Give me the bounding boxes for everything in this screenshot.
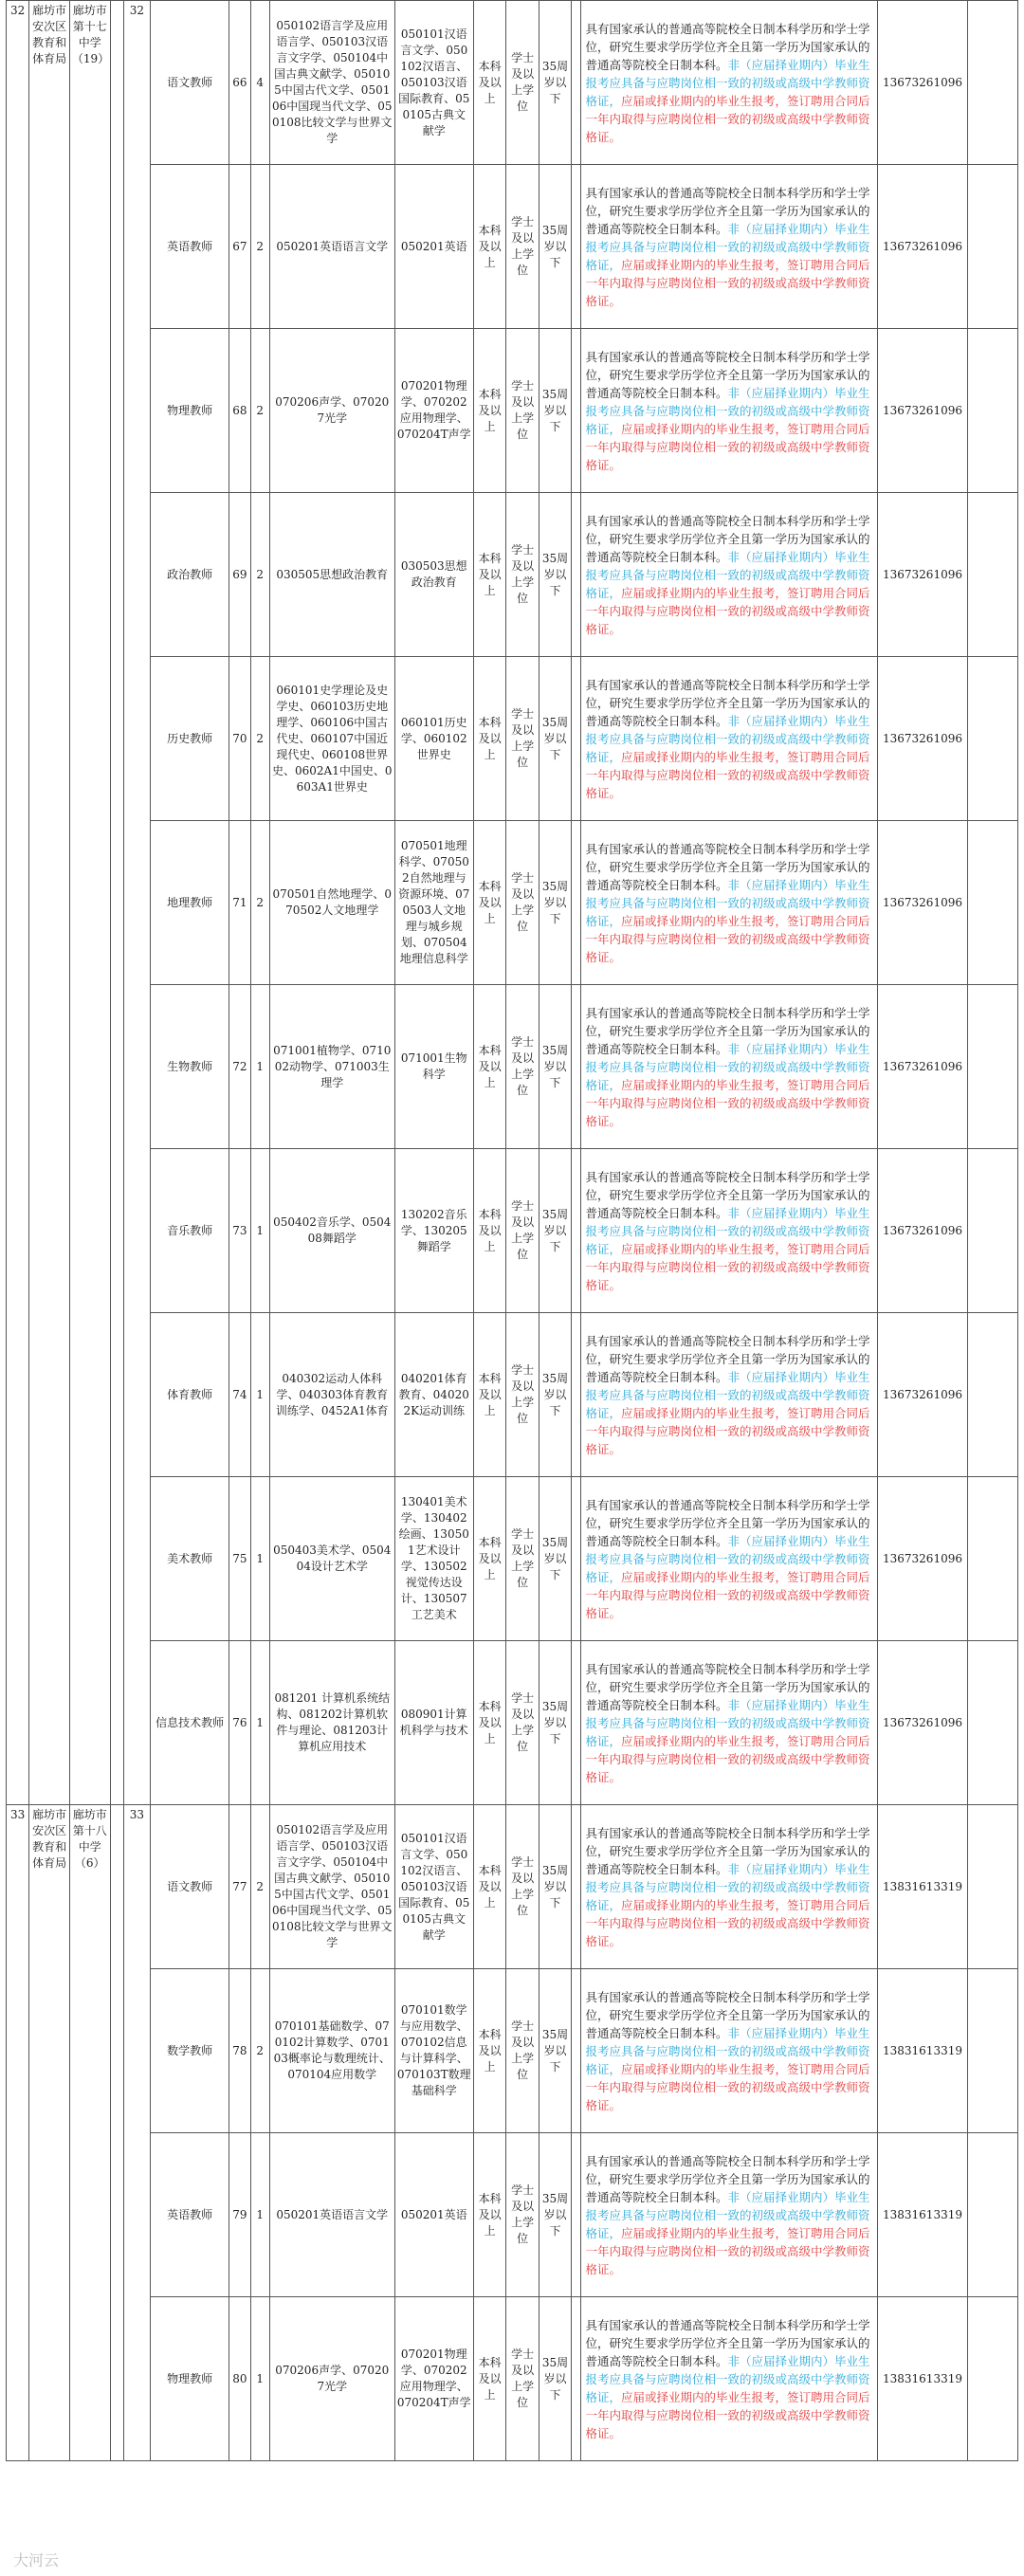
req-text-certified: 非（应届择业期内）毕业生报考应具备与应聘岗位相一致的初级或高级中学教师资格证， (585, 2189, 870, 2240)
phone-cell: 13831613319 (877, 2133, 967, 2297)
degree-cell: 学士及以上学位 (506, 1149, 539, 1313)
ug-major-cell: 040201体育教育、040202K运动训练 (394, 1313, 473, 1477)
num-cell: 4 (250, 1, 269, 165)
edu-cell: 本科及以上 (473, 821, 505, 985)
table-row (7, 2133, 1018, 2297)
degree-cell: 学士及以上学位 (506, 1969, 539, 2133)
dept-cell: 廊坊市安次区教育和体育局 (29, 1805, 70, 2461)
blank-cell (572, 1477, 581, 1641)
grad-major-cell: 050102语言学及应用语言学、050103汉语言文字学、050104中国古典文献学、050105中国古代文学、050106中国现当代文学、050108比较文学与世界文学 (269, 1805, 394, 1969)
degree-cell: 学士及以上学位 (506, 1805, 539, 1969)
req-text-certified: 非（应届择业期内）毕业生报考应具备与应聘岗位相一致的初级或高级中学教师资格证， (585, 2353, 870, 2404)
ug-major-cell: 030503思想政治教育 (394, 493, 473, 657)
edu-cell: 本科及以上 (473, 493, 505, 657)
blank-cell (572, 329, 581, 493)
grad-major-cell: 070206声学、070207光学 (269, 329, 394, 493)
dept-cell: 廊坊市安次区教育和体育局 (29, 1, 70, 1805)
req-text-certified: 非（应届择业期内）毕业生报考应具备与应聘岗位相一致的初级或高级中学教师资格证， (585, 1205, 870, 1256)
remark-cell (968, 2133, 1018, 2297)
req-text-certified: 非（应届择业期内）毕业生报考应具备与应聘岗位相一致的初级或高级中学教师资格证， (585, 385, 870, 436)
degree-cell: 学士及以上学位 (506, 821, 539, 985)
table-row (7, 985, 1018, 1149)
req-text-certified: 非（应届择业期内）毕业生报考应具备与应聘岗位相一致的初级或高级中学教师资格证， (585, 2025, 870, 2076)
age-cell: 35周岁以下 (539, 821, 571, 985)
table-row (7, 1313, 1018, 1477)
requirement-cell (581, 1805, 877, 1969)
req-text-certified: 非（应届择业期内）毕业生报考应具备与应聘岗位相一致的初级或高级中学教师资格证， (585, 1861, 870, 1912)
remark-cell (968, 1477, 1018, 1641)
req-text: 具有国家承认的普通高等院校全日制本科学历和学士学位，研究生要求学历学位齐全且第一学历为国家承认的普通高等院校全日制本科。 (585, 841, 870, 892)
num-cell: 1 (250, 2297, 269, 2461)
ug-major-cell: 070201物理学、070202应用物理学、070204T声学 (394, 2297, 473, 2461)
blank-cell (572, 1641, 581, 1805)
req-text-graduate: 应届或择业期内的毕业生报考，签订聘用合同后一年内取得与应聘岗位相一致的初级或高级中学教师资格证。 (585, 913, 870, 964)
req-text: 具有国家承认的普通高等院校全日制本科学历和学士学位，研究生要求学历学位齐全且第一学历为国家承认的普通高等院校全日制本科。 (585, 1333, 870, 1384)
edu-cell: 本科及以上 (473, 1, 505, 165)
table-row (7, 1969, 1018, 2133)
req-text-graduate: 应届或择业期内的毕业生报考，签订聘用合同后一年内取得与应聘岗位相一致的初级或高级中学教师资格证。 (585, 1733, 870, 1784)
req-text-graduate: 应届或择业期内的毕业生报考，签订聘用合同后一年内取得与应聘岗位相一致的初级或高级中学教师资格证。 (585, 2225, 870, 2276)
ug-major-cell: 050201英语 (394, 2133, 473, 2297)
code-cell: 72 (229, 985, 250, 1149)
table-row (7, 821, 1018, 985)
table-row (7, 657, 1018, 821)
table-row (7, 1, 1018, 165)
phone-cell: 13673261096 (877, 165, 967, 329)
req-text: 具有国家承认的普通高等院校全日制本科学历和学士学位，研究生要求学历学位齐全且第一学历为国家承认的普通高等院校全日制本科。 (585, 349, 870, 400)
age-cell: 35周岁以下 (539, 2297, 571, 2461)
degree-cell: 学士及以上学位 (506, 1477, 539, 1641)
code-cell: 68 (229, 329, 250, 493)
grad-major-cell: 050403美术学、050404设计艺术学 (269, 1477, 394, 1641)
school-cell: 廊坊市第十七中学（19） (69, 1, 110, 1805)
requirement-cell (581, 985, 877, 1149)
code-cell: 78 (229, 1969, 250, 2133)
requirement-cell (581, 821, 877, 985)
age-cell: 35周岁以下 (539, 985, 571, 1149)
requirement-cell (581, 1477, 877, 1641)
code-cell: 66 (229, 1, 250, 165)
req-text: 具有国家承认的普通高等院校全日制本科学历和学士学位，研究生要求学历学位齐全且第一学历为国家承认的普通高等院校全日制本科。 (585, 1989, 870, 2040)
post-cell: 政治教师 (151, 493, 229, 657)
post-cell: 英语教师 (151, 2133, 229, 2297)
table-row (7, 165, 1018, 329)
phone-cell: 13673261096 (877, 985, 967, 1149)
code-cell: 73 (229, 1149, 250, 1313)
post-cell: 信息技术教师 (151, 1641, 229, 1805)
requirement-cell (581, 165, 877, 329)
degree-cell: 学士及以上学位 (506, 985, 539, 1149)
blank-cell (572, 657, 581, 821)
requirement-cell (581, 1969, 877, 2133)
phone-cell: 13831613319 (877, 1805, 967, 1969)
requirement-cell (581, 1, 877, 165)
req-text: 具有国家承认的普通高等院校全日制本科学历和学士学位，研究生要求学历学位齐全且第一学历为国家承认的普通高等院校全日制本科。 (585, 1169, 870, 1220)
num-cell: 2 (250, 1969, 269, 2133)
edu-cell: 本科及以上 (473, 1805, 505, 1969)
phone-cell: 13673261096 (877, 1477, 967, 1641)
code-cell: 77 (229, 1805, 250, 1969)
blank-cell (572, 1313, 581, 1477)
post-cell: 地理教师 (151, 821, 229, 985)
ug-major-cell: 130202音乐学、130205舞蹈学 (394, 1149, 473, 1313)
req-text: 具有国家承认的普通高等院校全日制本科学历和学士学位，研究生要求学历学位齐全且第一学历为国家承认的普通高等院校全日制本科。 (585, 1005, 870, 1056)
ug-major-cell: 130401美术学、130402绘画、130501艺术设计学、130502视觉传达设计、130507工艺美术 (394, 1477, 473, 1641)
seq-cell: 32 (7, 1, 29, 1805)
num-cell: 1 (250, 985, 269, 1149)
blank-cell (572, 1149, 581, 1313)
req-text-graduate: 应届或择业期内的毕业生报考，签订聘用合同后一年内取得与应聘岗位相一致的初级或高级中学教师资格证。 (585, 421, 870, 472)
phone-cell: 13673261096 (877, 821, 967, 985)
requirement-cell (581, 493, 877, 657)
post-cell: 体育教师 (151, 1313, 229, 1477)
req-text-graduate: 应届或择业期内的毕业生报考，签订聘用合同后一年内取得与应聘岗位相一致的初级或高级中学教师资格证。 (585, 257, 870, 308)
table-row (7, 493, 1018, 657)
requirement-cell (581, 657, 877, 821)
table-row (7, 1805, 1018, 1969)
num-cell: 2 (250, 821, 269, 985)
ug-major-cell: 080901计算机科学与技术 (394, 1641, 473, 1805)
req-text: 具有国家承认的普通高等院校全日制本科学历和学士学位，研究生要求学历学位齐全且第一学历为国家承认的普通高等院校全日制本科。 (585, 513, 870, 564)
requirement-cell (581, 2297, 877, 2461)
age-cell: 35周岁以下 (539, 1641, 571, 1805)
grad-major-cell: 050402音乐学、050408舞蹈学 (269, 1149, 394, 1313)
num-cell: 1 (250, 1477, 269, 1641)
grad-major-cell: 070101基础数学、070102计算数学、070103概率论与数理统计、070104应用数学 (269, 1969, 394, 2133)
grad-major-cell: 050201英语语言文学 (269, 2133, 394, 2297)
post-cell: 语文教师 (151, 1, 229, 165)
req-text-graduate: 应届或择业期内的毕业生报考，签订聘用合同后一年内取得与应聘岗位相一致的初级或高级中学教师资格证。 (585, 1241, 870, 1292)
ug-major-cell: 050201英语 (394, 165, 473, 329)
remark-cell (968, 1641, 1018, 1805)
grad-major-cell: 070501自然地理学、070502人文地理学 (269, 821, 394, 985)
ug-major-cell: 070101数学与应用数学、070102信息与计算科学、070103T数理基础科学 (394, 1969, 473, 2133)
age-cell: 35周岁以下 (539, 1, 571, 165)
grad-major-cell: 081201 计算机系统结构、081202计算机软件与理论、081203计算机应用技术 (269, 1641, 394, 1805)
req-text-graduate: 应届或择业期内的毕业生报考，签订聘用合同后一年内取得与应聘岗位相一致的初级或高级中学教师资格证。 (585, 2061, 870, 2112)
remark-cell (968, 985, 1018, 1149)
grad-major-cell: 050201英语语言文学 (269, 165, 394, 329)
requirement-cell (581, 2133, 877, 2297)
phone-cell: 13831613319 (877, 1969, 967, 2133)
num-cell: 2 (250, 493, 269, 657)
phone-cell: 13831613319 (877, 2297, 967, 2461)
spacer-cell (110, 1, 123, 1805)
remark-cell (968, 1, 1018, 165)
grad-major-cell: 071001植物学、071002动物学、071003生理学 (269, 985, 394, 1149)
edu-cell: 本科及以上 (473, 329, 505, 493)
code-cell: 80 (229, 2297, 250, 2461)
school-cell: 廊坊市第十八中学（6） (69, 1805, 110, 2461)
num-cell: 1 (250, 2133, 269, 2297)
degree-cell: 学士及以上学位 (506, 493, 539, 657)
req-text: 具有国家承认的普通高等院校全日制本科学历和学士学位，研究生要求学历学位齐全且第一学历为国家承认的普通高等院校全日制本科。 (585, 1825, 870, 1876)
num-cell: 2 (250, 657, 269, 821)
post-cell: 物理教师 (151, 2297, 229, 2461)
num-cell: 2 (250, 329, 269, 493)
spacer-cell (110, 1805, 123, 2461)
ug-major-cell: 050101汉语言文学、050102汉语言、050103汉语国际教育、050105古典文献学 (394, 1, 473, 165)
edu-cell: 本科及以上 (473, 1477, 505, 1641)
req-text: 具有国家承认的普通高等院校全日制本科学历和学士学位，研究生要求学历学位齐全且第一学历为国家承认的普通高等院校全日制本科。 (585, 2317, 870, 2368)
total-cell: 33 (123, 1805, 150, 2461)
grad-major-cell: 050102语言学及应用语言学、050103汉语言文字学、050104中国古典文献学、050105中国古代文学、050106中国现当代文学、050108比较文学与世界文学 (269, 1, 394, 165)
edu-cell: 本科及以上 (473, 165, 505, 329)
req-text-certified: 非（应届择业期内）毕业生报考应具备与应聘岗位相一致的初级或高级中学教师资格证， (585, 1369, 870, 1420)
remark-cell (968, 165, 1018, 329)
table-row (7, 1149, 1018, 1313)
phone-cell: 13673261096 (877, 657, 967, 821)
remark-cell (968, 1969, 1018, 2133)
requirement-cell (581, 329, 877, 493)
degree-cell: 学士及以上学位 (506, 165, 539, 329)
post-cell: 物理教师 (151, 329, 229, 493)
age-cell: 35周岁以下 (539, 1969, 571, 2133)
code-cell: 69 (229, 493, 250, 657)
num-cell: 2 (250, 1805, 269, 1969)
age-cell: 35周岁以下 (539, 493, 571, 657)
phone-cell: 13673261096 (877, 1641, 967, 1805)
phone-cell: 13673261096 (877, 1313, 967, 1477)
edu-cell: 本科及以上 (473, 1641, 505, 1805)
code-cell: 76 (229, 1641, 250, 1805)
code-cell: 70 (229, 657, 250, 821)
requirement-cell (581, 1313, 877, 1477)
post-cell: 生物教师 (151, 985, 229, 1149)
req-text: 具有国家承认的普通高等院校全日制本科学历和学士学位，研究生要求学历学位齐全且第一学历为国家承认的普通高等院校全日制本科。 (585, 2153, 870, 2204)
num-cell: 1 (250, 1641, 269, 1805)
req-text-graduate: 应届或择业期内的毕业生报考，签订聘用合同后一年内取得与应聘岗位相一致的初级或高级中学教师资格证。 (585, 1405, 870, 1456)
req-text-certified: 非（应届择业期内）毕业生报考应具备与应聘岗位相一致的初级或高级中学教师资格证， (585, 713, 870, 764)
num-cell: 1 (250, 1313, 269, 1477)
edu-cell: 本科及以上 (473, 2297, 505, 2461)
req-text-graduate: 应届或择业期内的毕业生报考，签订聘用合同后一年内取得与应聘岗位相一致的初级或高级中学教师资格证。 (585, 2389, 870, 2440)
ug-major-cell: 070201物理学、070202应用物理学、070204T声学 (394, 329, 473, 493)
blank-cell (572, 493, 581, 657)
remark-cell (968, 1805, 1018, 1969)
blank-cell (572, 2133, 581, 2297)
degree-cell: 学士及以上学位 (506, 329, 539, 493)
watermark: 大河云 (13, 2551, 60, 2569)
code-cell: 74 (229, 1313, 250, 1477)
remark-cell (968, 657, 1018, 821)
req-text-graduate: 应届或择业期内的毕业生报考，签订聘用合同后一年内取得与应聘岗位相一致的初级或高级中学教师资格证。 (585, 93, 870, 144)
req-text: 具有国家承认的普通高等院校全日制本科学历和学士学位，研究生要求学历学位齐全且第一学历为国家承认的普通高等院校全日制本科。 (585, 1661, 870, 1712)
blank-cell (572, 1969, 581, 2133)
grad-major-cell: 030505思想政治教育 (269, 493, 394, 657)
post-cell: 美术教师 (151, 1477, 229, 1641)
edu-cell: 本科及以上 (473, 657, 505, 821)
req-text-graduate: 应届或择业期内的毕业生报考，签订聘用合同后一年内取得与应聘岗位相一致的初级或高级中学教师资格证。 (585, 1077, 870, 1128)
req-text: 具有国家承认的普通高等院校全日制本科学历和学士学位，研究生要求学历学位齐全且第一学历为国家承认的普通高等院校全日制本科。 (585, 21, 870, 72)
age-cell: 35周岁以下 (539, 1149, 571, 1313)
post-cell: 英语教师 (151, 165, 229, 329)
edu-cell: 本科及以上 (473, 2133, 505, 2297)
age-cell: 35周岁以下 (539, 657, 571, 821)
age-cell: 35周岁以下 (539, 1313, 571, 1477)
degree-cell: 学士及以上学位 (506, 1, 539, 165)
table-row (7, 1641, 1018, 1805)
blank-cell (572, 165, 581, 329)
req-text-certified: 非（应届择业期内）毕业生报考应具备与应聘岗位相一致的初级或高级中学教师资格证， (585, 1041, 870, 1092)
blank-cell (572, 2297, 581, 2461)
ug-major-cell: 070501地理科学、070502自然地理与资源环境、070503人文地理与城乡规划、070504地理信息科学 (394, 821, 473, 985)
post-cell: 数学教师 (151, 1969, 229, 2133)
ug-major-cell: 050101汉语言文学、050102汉语言、050103汉语国际教育、050105古典文献学 (394, 1805, 473, 1969)
recruitment-table (6, 0, 1018, 2461)
grad-major-cell: 060101史学理论及史学史、060103历史地理学、060106中国古代史、060107中国近现代史、060108世界史、0602A1中国史、0603A1世界史 (269, 657, 394, 821)
remark-cell (968, 2297, 1018, 2461)
remark-cell (968, 821, 1018, 985)
req-text-certified: 非（应届择业期内）毕业生报考应具备与应聘岗位相一致的初级或高级中学教师资格证， (585, 221, 870, 272)
requirement-cell (581, 1149, 877, 1313)
table-row (7, 1477, 1018, 1641)
remark-cell (968, 1149, 1018, 1313)
blank-cell (572, 1, 581, 165)
phone-cell: 13673261096 (877, 1, 967, 165)
blank-cell (572, 821, 581, 985)
req-text-certified: 非（应届择业期内）毕业生报考应具备与应聘岗位相一致的初级或高级中学教师资格证， (585, 549, 870, 600)
req-text-certified: 非（应届择业期内）毕业生报考应具备与应聘岗位相一致的初级或高级中学教师资格证， (585, 57, 870, 108)
req-text-graduate: 应届或择业期内的毕业生报考，签订聘用合同后一年内取得与应聘岗位相一致的初级或高级中学教师资格证。 (585, 1569, 870, 1620)
req-text: 具有国家承认的普通高等院校全日制本科学历和学士学位，研究生要求学历学位齐全且第一学历为国家承认的普通高等院校全日制本科。 (585, 185, 870, 236)
phone-cell: 13673261096 (877, 1149, 967, 1313)
ug-major-cell: 060101历史学、060102世界史 (394, 657, 473, 821)
remark-cell (968, 329, 1018, 493)
post-cell: 历史教师 (151, 657, 229, 821)
ug-major-cell: 071001生物科学 (394, 985, 473, 1149)
requirement-cell (581, 1641, 877, 1805)
age-cell: 35周岁以下 (539, 1477, 571, 1641)
num-cell: 1 (250, 1149, 269, 1313)
total-cell: 32 (123, 1, 150, 1805)
post-cell: 音乐教师 (151, 1149, 229, 1313)
age-cell: 35周岁以下 (539, 1805, 571, 1969)
num-cell: 2 (250, 165, 269, 329)
table-row (7, 2297, 1018, 2461)
age-cell: 35周岁以下 (539, 165, 571, 329)
edu-cell: 本科及以上 (473, 1149, 505, 1313)
req-text-certified: 非（应届择业期内）毕业生报考应具备与应聘岗位相一致的初级或高级中学教师资格证， (585, 877, 870, 928)
req-text-certified: 非（应届择业期内）毕业生报考应具备与应聘岗位相一致的初级或高级中学教师资格证， (585, 1533, 870, 1584)
seq-cell: 33 (7, 1805, 29, 2461)
blank-cell (572, 985, 581, 1149)
table-row (7, 329, 1018, 493)
req-text: 具有国家承认的普通高等院校全日制本科学历和学士学位，研究生要求学历学位齐全且第一学历为国家承认的普通高等院校全日制本科。 (585, 1497, 870, 1548)
degree-cell: 学士及以上学位 (506, 657, 539, 821)
code-cell: 67 (229, 165, 250, 329)
req-text-graduate: 应届或择业期内的毕业生报考，签订聘用合同后一年内取得与应聘岗位相一致的初级或高级中学教师资格证。 (585, 1897, 870, 1948)
edu-cell: 本科及以上 (473, 1313, 505, 1477)
remark-cell (968, 1313, 1018, 1477)
req-text-graduate: 应届或择业期内的毕业生报考，签订聘用合同后一年内取得与应聘岗位相一致的初级或高级中学教师资格证。 (585, 749, 870, 800)
degree-cell: 学士及以上学位 (506, 2133, 539, 2297)
degree-cell: 学士及以上学位 (506, 1313, 539, 1477)
req-text: 具有国家承认的普通高等院校全日制本科学历和学士学位，研究生要求学历学位齐全且第一学历为国家承认的普通高等院校全日制本科。 (585, 677, 870, 728)
edu-cell: 本科及以上 (473, 1969, 505, 2133)
post-cell: 语文教师 (151, 1805, 229, 1969)
phone-cell: 13673261096 (877, 493, 967, 657)
remark-cell (968, 493, 1018, 657)
edu-cell: 本科及以上 (473, 985, 505, 1149)
req-text-graduate: 应届或择业期内的毕业生报考，签订聘用合同后一年内取得与应聘岗位相一致的初级或高级中学教师资格证。 (585, 585, 870, 636)
grad-major-cell: 070206声学、070207光学 (269, 2297, 394, 2461)
grad-major-cell: 040302运动人体科学、040303体育教育训练学、0452A1体育 (269, 1313, 394, 1477)
age-cell: 35周岁以下 (539, 329, 571, 493)
code-cell: 71 (229, 821, 250, 985)
blank-cell (572, 1805, 581, 1969)
code-cell: 75 (229, 1477, 250, 1641)
degree-cell: 学士及以上学位 (506, 1641, 539, 1805)
req-text-certified: 非（应届择业期内）毕业生报考应具备与应聘岗位相一致的初级或高级中学教师资格证， (585, 1697, 870, 1748)
phone-cell: 13673261096 (877, 329, 967, 493)
code-cell: 79 (229, 2133, 250, 2297)
age-cell: 35周岁以下 (539, 2133, 571, 2297)
degree-cell: 学士及以上学位 (506, 2297, 539, 2461)
